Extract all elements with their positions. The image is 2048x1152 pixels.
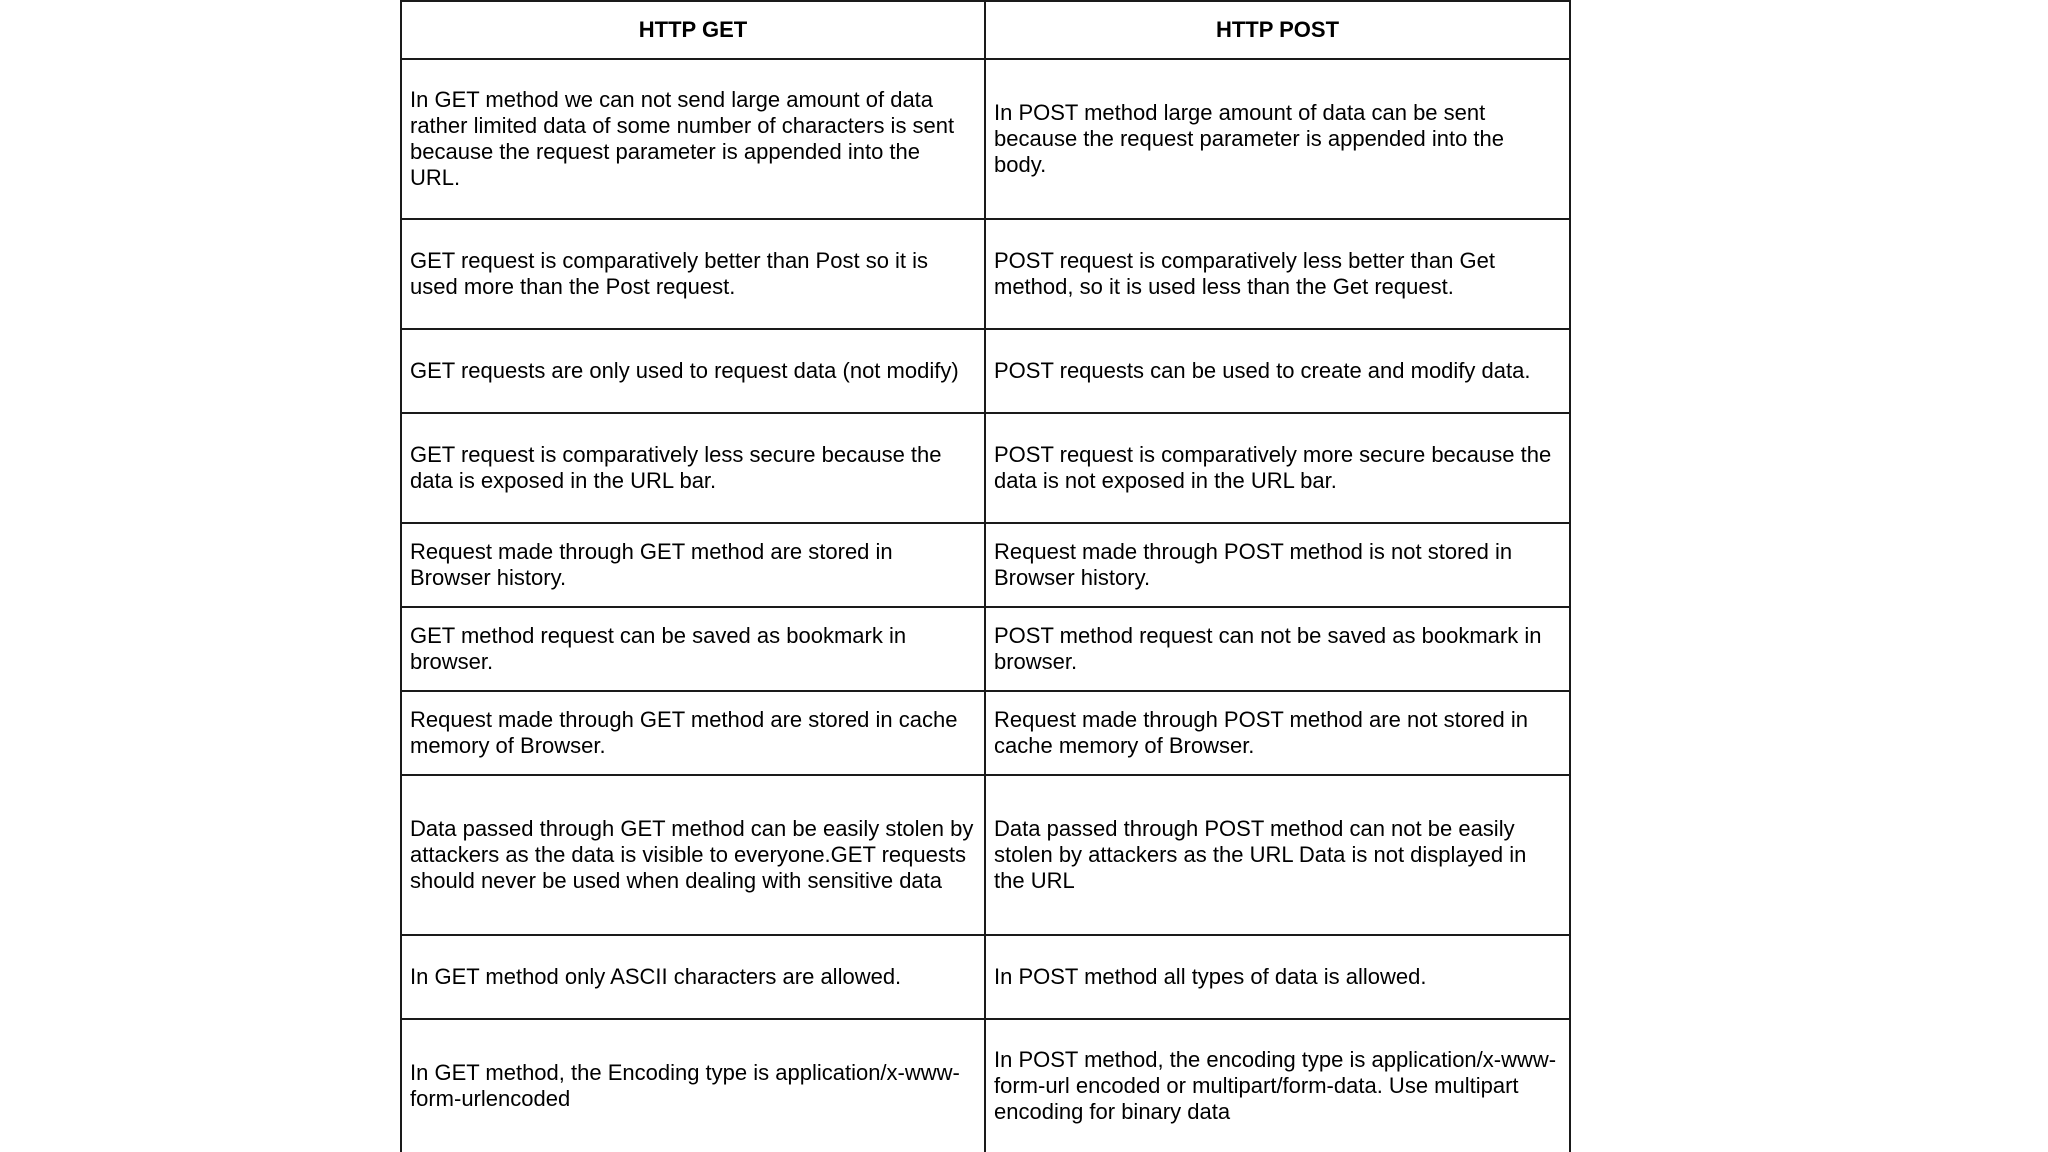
table-row bbox=[401, 935, 1570, 1019]
post-cell: In POST method large amount of data can be sent because the request parameter is appended into the body. bbox=[985, 59, 1570, 219]
table-row bbox=[401, 329, 1570, 413]
header-http-post: HTTP POST bbox=[985, 1, 1570, 59]
get-cell: GET request is comparatively less secure because the data is exposed in the URL bar. bbox=[401, 413, 985, 523]
post-cell: Request made through POST method are not stored in cache memory of Browser. bbox=[985, 691, 1570, 775]
post-cell: Request made through POST method is not stored in Browser history. bbox=[985, 523, 1570, 607]
table-row bbox=[401, 59, 1570, 219]
post-cell: Data passed through POST method can not be easily stolen by attackers as the URL Data is not displayed in the URL bbox=[985, 775, 1570, 935]
table-row bbox=[401, 1019, 1570, 1152]
table-row bbox=[401, 523, 1570, 607]
post-cell: POST requests can be used to create and modify data. bbox=[985, 329, 1570, 413]
get-cell: GET requests are only used to request data (not modify) bbox=[401, 329, 985, 413]
table-row bbox=[401, 607, 1570, 691]
get-cell: Data passed through GET method can be easily stolen by attackers as the data is visible to everyone.GET requests should never be used when dealing with sensitive data bbox=[401, 775, 985, 935]
table-row bbox=[401, 691, 1570, 775]
post-cell: POST method request can not be saved as bookmark in browser. bbox=[985, 607, 1570, 691]
get-cell: GET request is comparatively better than Post so it is used more than the Post request. bbox=[401, 219, 985, 329]
table-row bbox=[401, 219, 1570, 329]
get-cell: In GET method, the Encoding type is application/x-www-form-urlencoded bbox=[401, 1019, 985, 1152]
post-cell: POST request is comparatively less better than Get method, so it is used less than the Get request. bbox=[985, 219, 1570, 329]
get-cell: In GET method we can not send large amount of data rather limited data of some number of characters is sent because the request parameter is appended into the URL. bbox=[401, 59, 985, 219]
get-cell: Request made through GET method are stored in Browser history. bbox=[401, 523, 985, 607]
table-row bbox=[401, 775, 1570, 935]
get-cell: In GET method only ASCII characters are allowed. bbox=[401, 935, 985, 1019]
get-cell: GET method request can be saved as bookmark in browser. bbox=[401, 607, 985, 691]
table-row bbox=[401, 413, 1570, 523]
get-cell: Request made through GET method are stored in cache memory of Browser. bbox=[401, 691, 985, 775]
comparison-table bbox=[400, 0, 1571, 1152]
post-cell: POST request is comparatively more secure because the data is not exposed in the URL bar. bbox=[985, 413, 1570, 523]
post-cell: In POST method, the encoding type is application/x-www-form-url encoded or multipart/form-data. Use multipart encoding for binary data bbox=[985, 1019, 1570, 1152]
header-http-get: HTTP GET bbox=[401, 1, 985, 59]
table-header-row bbox=[401, 1, 1570, 59]
post-cell: In POST method all types of data is allowed. bbox=[985, 935, 1570, 1019]
